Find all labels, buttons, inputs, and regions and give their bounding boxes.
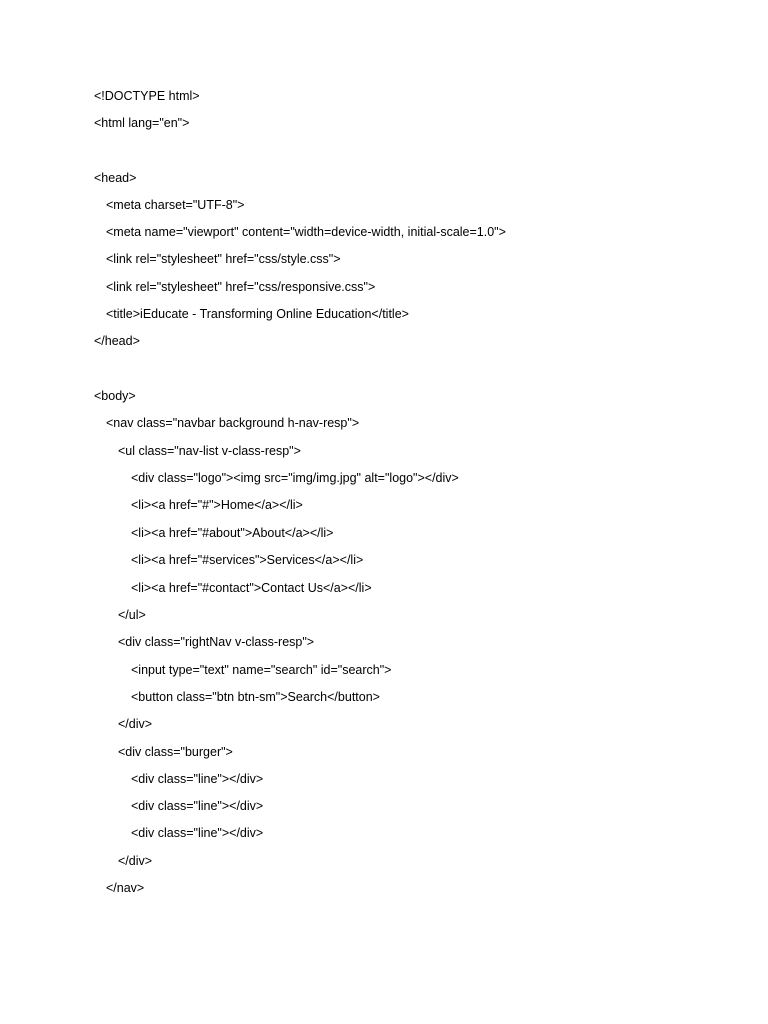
code-line: <html lang="en"> (94, 116, 190, 130)
code-line: <div class="logo"><img src="img/img.jpg" alt="logo"></div> (131, 471, 459, 485)
code-line: <div class="burger"> (118, 745, 233, 759)
code-line: <div class="line"></div> (131, 799, 264, 813)
code-line: <head> (94, 171, 137, 185)
code-line: <li><a href="#about">About</a></li> (131, 526, 334, 540)
code-line: <title>iEducate - Transforming Online Education</title> (106, 307, 409, 321)
code-line: <input type="text" name="search" id="search"> (131, 663, 392, 677)
code-line: <div class="rightNav v-class-resp"> (118, 635, 315, 649)
code-line: </head> (94, 334, 140, 348)
code-line: <div class="line"></div> (131, 826, 264, 840)
code-line: <nav class="navbar background h-nav-resp"> (106, 416, 360, 430)
code-line: </div> (118, 854, 153, 868)
code-line: </div> (118, 717, 153, 731)
code-line: <!DOCTYPE html> (94, 89, 200, 103)
code-line: <body> (94, 389, 136, 403)
code-line: <button class="btn btn-sm">Search</button> (131, 690, 380, 704)
code-line: </ul> (118, 608, 146, 622)
code-line: <meta name="viewport" content="width=device-width, initial-scale=1.0"> (106, 225, 506, 239)
code-line: <li><a href="#services">Services</a></li> (131, 553, 364, 567)
code-line: <ul class="nav-list v-class-resp"> (118, 444, 301, 458)
code-line: </nav> (106, 881, 145, 895)
code-line: <li><a href="#">Home</a></li> (131, 498, 303, 512)
code-line: <link rel="stylesheet" href="css/style.css"> (106, 252, 341, 266)
code-line: <li><a href="#contact">Contact Us</a></li> (131, 581, 372, 595)
code-line: <div class="line"></div> (131, 772, 264, 786)
code-line: <link rel="stylesheet" href="css/responsive.css"> (106, 280, 376, 294)
code-line: <meta charset="UTF-8"> (106, 198, 245, 212)
